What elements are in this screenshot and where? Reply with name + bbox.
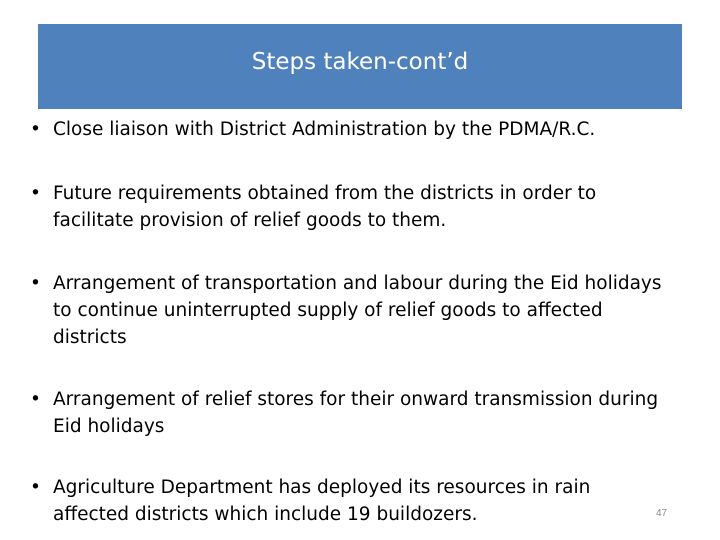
- bullet-line: facilitate provision of relief goods to them.: [53, 210, 447, 231]
- bullet-text: [53, 386, 698, 440]
- bullet-line: Eid holidays: [53, 416, 165, 437]
- bullet-text: [53, 180, 698, 234]
- bullet-line: Close liaison with District Administration by the PDMA/R.C.: [53, 119, 596, 140]
- bullet-dot: •: [30, 183, 41, 204]
- slide-title: Steps taken-cont’d: [251, 49, 469, 75]
- bullet-line: Agriculture Department has deployed its resources in rain: [53, 477, 591, 498]
- bullet-line: to continue uninterrupted supply of relief goods to affected: [53, 300, 603, 321]
- bullet-line: Arrangement of transportation and labour during the Eid holidays: [53, 273, 662, 294]
- bullet-text: [53, 474, 698, 528]
- bullet-line: districts: [53, 327, 127, 348]
- bullet-text: [53, 270, 698, 351]
- title-bar: [38, 24, 682, 109]
- bullet-line: Arrangement of relief stores for their onward transmission during: [53, 389, 659, 410]
- bullet-dot: •: [30, 477, 41, 498]
- bullet-dot: •: [30, 273, 41, 294]
- bullet-dot: •: [30, 389, 41, 410]
- bullet-line: Future requirements obtained from the districts in order to: [53, 183, 597, 204]
- bullet-line: affected districts which include 19 buildozers.: [53, 504, 478, 525]
- bullet-dot: •: [30, 119, 41, 140]
- page-number: 47: [656, 508, 668, 519]
- bullet-text: [53, 116, 698, 143]
